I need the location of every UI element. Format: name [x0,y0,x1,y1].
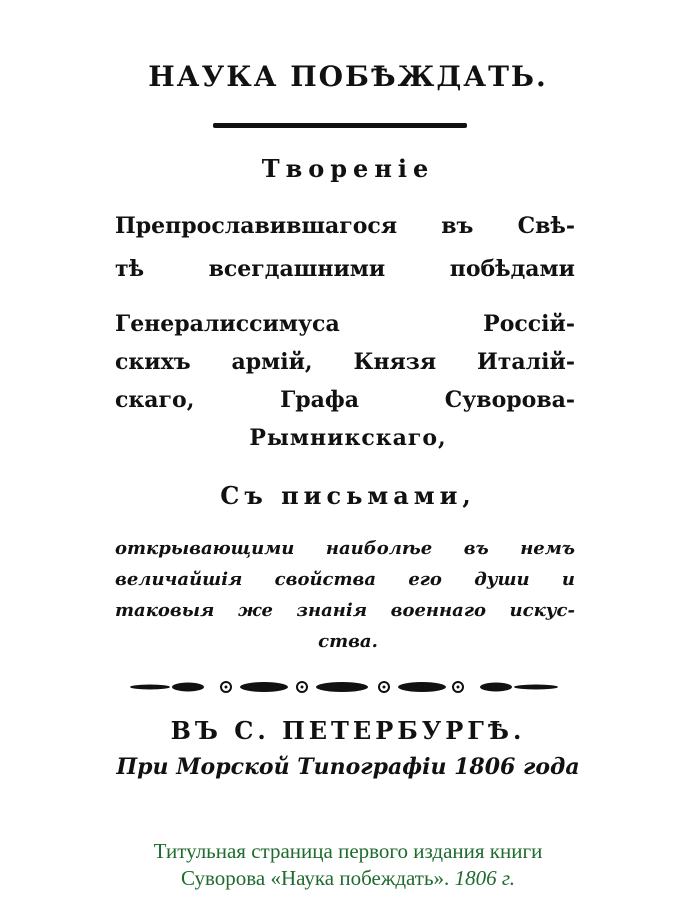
word: Графа [280,387,359,413]
word: же [237,600,273,621]
book-title: НАУКА ПОБѢЖДАТЬ. [148,60,548,93]
word: скихъ [115,349,191,375]
creation-heading: Творенie [261,154,435,183]
word: немъ [520,538,575,559]
caption-year: 1806 г. [454,866,515,890]
caption-line-1: Титульная страница первого издания книги [153,839,543,863]
word: свойства [274,569,377,590]
word: души [474,569,530,590]
word: побѣдами [449,256,575,282]
word: и [561,569,575,590]
caption-line-2 [0,865,696,892]
word: въ [463,538,489,559]
image-caption [0,838,696,892]
word: Препрославившагося [115,213,398,239]
subtitle-line-3 [115,311,575,337]
printing-house-line: При Морской Типографiи 1806 года [116,754,580,780]
description-line-2 [115,569,575,590]
subtitle-line-4 [115,349,575,375]
word: наиболѣе [325,538,433,559]
word: искус- [509,600,575,621]
word: величайшiя [115,569,243,590]
word: таковыя [115,600,215,621]
word: открывающими [115,538,295,559]
word: Генералиссимуса [115,311,340,337]
subtitle-line-2 [115,256,575,282]
word: всегдашними [208,256,386,282]
description-line-3 [115,600,575,621]
letters-heading: Съ письмами, [220,481,476,510]
word: его [408,569,442,590]
ornamental-divider [128,676,560,698]
word: военнаго [390,600,486,621]
word: знанiя [296,600,368,621]
subtitle-line-6: Рымникскаго, [249,425,447,451]
word: Суворова- [444,387,575,413]
subtitle-line-1 [115,213,575,239]
city-line: ВЪ С. ПЕТЕРБУРГѢ. [170,716,526,745]
word: Италiй- [476,349,575,375]
description-line-4: ства. [318,631,378,652]
description-line-1 [115,538,575,559]
word: армiй, [231,349,313,375]
word: скаго, [115,387,195,413]
title-rule [213,123,467,128]
word: тѣ [115,256,145,282]
caption-text: Суворова «Наука побеждать». [181,866,450,890]
word: въ [441,213,474,239]
word: Свѣ- [517,213,575,239]
word: Князя [353,349,437,375]
subtitle-line-5 [115,387,575,413]
word: Россiй- [483,311,575,337]
